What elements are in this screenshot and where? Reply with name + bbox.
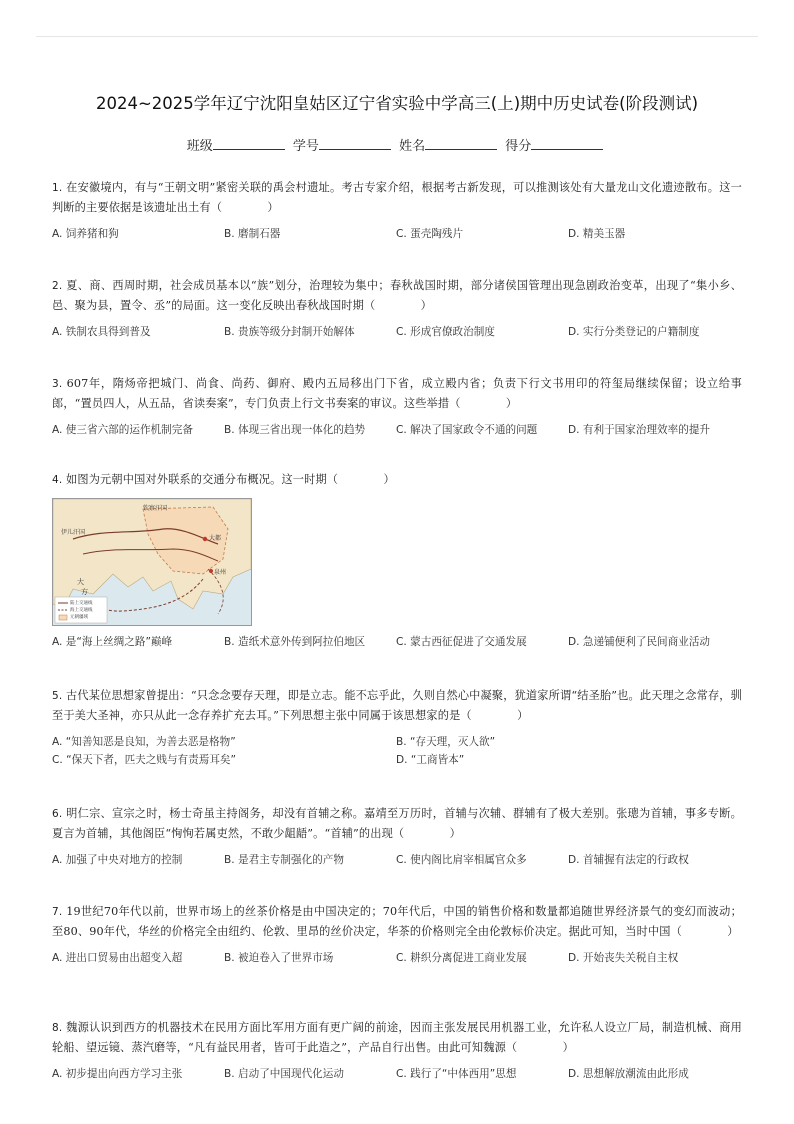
option-a[interactable]: A. 使三省六部的运作机制完备 [52,424,193,436]
question-stem [52,1018,742,1058]
map-label-da: 大 [77,578,84,586]
question-3 [52,374,742,442]
option-d[interactable]: D. 有利于国家治理效率的提升 [568,424,711,436]
options-row [52,226,742,246]
options-grid [52,734,742,774]
option-a[interactable]: A. 铁制农具得到普及 [52,326,151,338]
info-blank-class[interactable] [213,137,285,150]
info-label-name: 姓名 [399,139,426,154]
map-label-quanzhou: 泉州 [214,569,227,576]
option-d[interactable]: D. 精美玉器 [568,228,626,240]
question-stem [52,902,742,942]
option-a[interactable]: A. “知善知恶是良知，为善去恶是格物” [52,736,236,748]
question-stem [52,470,742,490]
question-text: 魏源认识到西方的机器技术在民用方面比军用方面有更广阔的前途，因而主张发展民用机器工业，允许私人设立厂局，制造机械、商用轮船、望远镜、蒸汽磨等，“凡有益民用者，皆可于此造之”，产品自行出售。由此可知魏源（ ） [52,1021,742,1054]
option-c[interactable]: C. “保天下者，匹夫之贱与有责焉耳矣” [52,754,237,766]
option-b[interactable]: B. 造纸术意外传到阿拉伯地区 [224,636,366,648]
question-5 [52,686,742,774]
question-text: 19世纪70年代以前，世界市场上的丝茶价格是由中国决定的；70年代后，中国的销售价格和数量都追随世界经济景气的变幻而波动；至80、90年代，华丝的价格完全由纽约、伦敦、里昂的丝价决定，华茶的价格则完全由伦敦标价决定。据此可知，当时中国（ ） [52,905,742,938]
option-c[interactable]: C. 耕织分离促进工商业发展 [396,952,527,964]
option-c[interactable]: C. 蒙古西征促进了交通发展 [396,636,527,648]
yuan-transport-map [52,498,252,626]
option-c[interactable]: C. 解决了国家政令不通的问题 [396,424,538,436]
option-d[interactable]: D. 首辅握有法定的行政权 [568,854,689,866]
option-b[interactable]: B. 贵族等级分封制开始解体 [224,326,355,338]
option-c[interactable]: C. 践行了“中体西用”思想 [396,1068,517,1080]
question-text: 夏、商、西周时期，社会成员基本以“族”划分，治理较为集中；春秋战国时期，部分诸侯国管理出现急剧政治变革，出现了“集小乡、邑、聚为县，置令、丞”的局面。这一变化反映出春秋战国时期（ ） [52,279,742,312]
info-label-class: 班级 [186,139,213,154]
question-number: 4. [52,474,63,486]
map-label-ilkhanate: 伊儿汗国 [61,529,86,536]
option-b[interactable]: B. 启动了中国现代化运动 [224,1068,344,1080]
option-a[interactable]: A. 加强了中央对地方的控制 [52,854,183,866]
option-a[interactable]: A. 进出口贸易由出超变入超 [52,952,183,964]
option-b[interactable]: B. 是君主专制强化的产物 [224,854,344,866]
options-row [52,950,742,970]
option-b[interactable]: B. “存天理，灭人欲” [396,736,496,748]
question-stem [52,276,742,316]
question-stem [52,178,742,218]
map-legend-land: 陆上交通线 [70,601,93,606]
info-blank-score[interactable] [531,137,603,150]
option-a[interactable]: A. 饲养猪和狗 [52,228,119,240]
option-d[interactable]: D. “工商皆本” [396,754,465,766]
info-blank-number[interactable] [319,137,391,150]
question-text: 如图为元朝中国对外联系的交通分布概况。这一时期（ ） [66,473,395,486]
question-number: 6. [52,808,63,820]
question-number: 2. [52,280,63,292]
map-label-fang: 方 [81,588,88,596]
option-b[interactable]: B. 磨制石器 [224,228,281,240]
question-stem [52,686,742,726]
options-row [52,324,742,344]
map-legend-sea: 海上交通线 [70,608,93,613]
question-text: 明仁宗、宣宗之时，杨士奇虽主持阁务，却没有首辅之称。嘉靖至万历时，首辅与次辅、群辅有了极大差别。张璁为首辅，事多专断。夏言为首辅，其他阁臣“恂恂若属吏然，不敢少龃龉”。“首辅”的出现（ ） [52,807,742,840]
question-text: 古代某位思想家曾提出：“只念念要存天理，即是立志。能不忘乎此，久则自然心中凝聚，犹道家所谓“结圣胎”也。此天理之念常存，驯至于美大圣神，亦只从此一念存养扩充去耳。”下列思想主张中同属于该思想家的是（ ） [52,689,742,722]
question-number: 7. [52,906,63,918]
question-number: 1. [52,182,63,194]
options-row [52,634,742,654]
header-rule [36,36,758,37]
option-b[interactable]: B. 被迫卷入了世界市场 [224,952,334,964]
question-text: 在安徽境内，有与“王朝文明”紧密关联的禹会村遗址。考古专家介绍，根据考古新发现，可以推测该处有大量龙山文化遗迹散布。这一判断的主要依据是该遗址出土有（ ） [52,181,742,214]
map-label-dadu: 大都 [209,535,222,542]
option-c[interactable]: C. 使内阁比肩宰相属官众多 [396,854,527,866]
map-label-kipchak: 钦察汗国 [143,505,168,512]
info-label-score: 得分 [505,139,532,154]
question-stem [52,804,742,844]
option-c[interactable]: C. 蛋壳陶残片 [396,228,464,240]
options-row [52,1066,742,1086]
option-d[interactable]: D. 实行分类登记的户籍制度 [568,326,700,338]
info-blank-name[interactable] [425,137,497,150]
question-stem [52,374,742,414]
option-a[interactable]: A. 初步提出向西方学习主张 [52,1068,183,1080]
question-4 [52,470,742,654]
question-2 [52,276,742,344]
option-d[interactable]: D. 急递铺便利了民间商业活动 [568,636,711,648]
option-d[interactable]: D. 开始丧失关税自主权 [568,952,679,964]
question-number: 3. [52,378,63,390]
question-text: 607年，隋炀帝把城门、尚食、尚药、御府、殿内五局移出门下省，成立殿内省；负责下行文书用印的符玺局继续保留；设立给事郎，“置员四人，从五品，省读奏案”，专门负责上行文书奏案的审议。这些举措（ ） [52,377,742,410]
option-d[interactable]: D. 思想解放潮流由此形成 [568,1068,689,1080]
map-legend-territory: 元朝疆域 [70,615,88,620]
question-1 [52,178,742,246]
option-c[interactable]: C. 形成官僚政治制度 [396,326,495,338]
option-b[interactable]: B. 体现三省出现一体化的趋势 [224,424,366,436]
question-number: 5. [52,690,63,702]
question-7 [52,902,742,970]
option-a[interactable]: A. 是“海上丝绸之路”巅峰 [52,636,173,648]
info-label-number: 学号 [292,139,319,154]
question-8 [52,1018,742,1086]
options-row [52,852,742,872]
question-number: 8. [52,1022,63,1034]
question-6 [52,804,742,872]
student-info-row [0,135,794,154]
options-row [52,422,742,442]
page-title: 2024~2025学年辽宁沈阳皇姑区辽宁省实验中学高三(上)期中历史试卷(阶段测试) [95,94,699,113]
